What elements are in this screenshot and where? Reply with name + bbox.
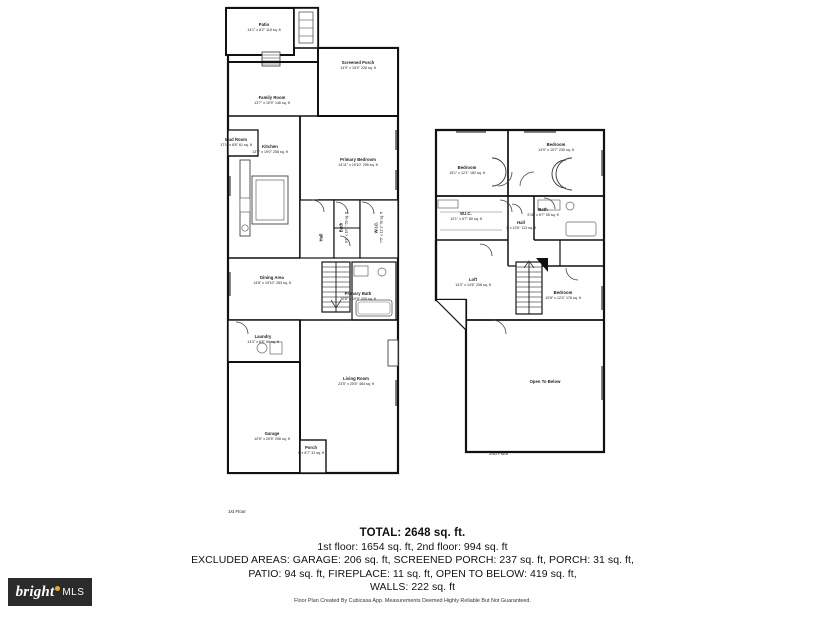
- room-dimensions: 14'8" x 19'10" 283 sq. ft: [253, 280, 291, 285]
- room-dimensions: 14'1" x 8'2" 115 sq. ft: [247, 27, 281, 32]
- room-name: Bedroom: [546, 142, 566, 147]
- room-name: Primary Bath: [344, 291, 372, 296]
- room-name: Hall: [517, 220, 525, 225]
- per-floor-area: 1st floor: 1654 sq. ft, 2nd floor: 994 sq. ft: [317, 541, 508, 553]
- room-name: Kitchen: [262, 144, 278, 149]
- room-dimensions: 15'1" x 12'1" 182 sq. ft: [449, 170, 485, 175]
- room-dimensions: 9' x 6'7" 31 sq. ft: [297, 450, 325, 455]
- total-area: TOTAL: 2648 sq. ft.: [359, 527, 466, 539]
- room-name: Screened Porch: [341, 60, 375, 65]
- walls-area: WALLS: 222 sq. ft: [369, 581, 456, 594]
- room-dimensions: 12'1" x 6'7" 80 sq. ft: [450, 216, 482, 221]
- bright-mls-logo: [8, 578, 92, 606]
- room-dimensions: 14'3" x 14'6" 206 sq. ft: [455, 282, 491, 287]
- room-dimensions: 23'5" x 25'5" 484 sq. ft: [338, 381, 374, 386]
- room-name: Bath: [538, 207, 548, 212]
- excluded-areas-line-2: PATIO: 94 sq. ft, FIREPLACE: 11 sq. ft, OPEN TO BELOW: 419 sq. ft,: [248, 567, 577, 580]
- room-dimensions: 10'5" x 20'5" 206 sq. ft: [254, 436, 290, 441]
- room-name: W.I.C.: [373, 221, 379, 234]
- room-dimensions: 14'3" x 6'8" 69 sq. ft: [247, 339, 279, 344]
- room-name: Primary Bedroom: [340, 157, 376, 162]
- disclaimer-text: Floor Plan Created By Cubicasa App. Measurements Deemed Highly Reliable But Not Guaranteed.: [294, 598, 531, 604]
- logo-dot-icon: [55, 586, 60, 591]
- room-name: Mud Room: [224, 137, 248, 142]
- room-name: Laundry: [254, 334, 272, 339]
- room-dimensions: 14'9" x 15'4" 226 sq. ft: [340, 65, 376, 70]
- room-name: Family Room: [258, 95, 286, 100]
- room-dimensions: 9'11" x 6'7" 55 sq. ft: [527, 212, 559, 217]
- room-name: Garage: [264, 431, 280, 436]
- room-name: W.I.C.: [460, 211, 472, 216]
- room-dimensions: 14'11" x 19'10" 295 sq. ft: [338, 162, 378, 167]
- area-summary: [0, 527, 825, 595]
- room-dimensions: 13'7" x 10'9" 146 sq. ft: [254, 100, 290, 105]
- room-name: Bath: [338, 222, 344, 233]
- second-floor-plan: [436, 130, 604, 452]
- room-dimensions: 14'9" x 15'7" 230 sq. ft: [538, 147, 574, 152]
- room-name: Loft: [468, 277, 478, 282]
- room-name: Bedroom: [457, 165, 477, 170]
- excluded-areas-line-1: EXCLUDED AREAS: GARAGE: 206 sq. ft, SCREENED PORCH: 237 sq. ft, PORCH: 31 sq. ft,: [191, 554, 634, 567]
- floor-tag: 1st Floor: [228, 509, 246, 514]
- room-name: Dining Area: [260, 275, 284, 280]
- room-dimensions: 17'1" x 8'8" 61 sq. ft: [220, 142, 252, 147]
- room-name: Living Room: [343, 376, 369, 381]
- room-dimensions: 10'8" x 12'4" 176 sq. ft: [545, 295, 581, 300]
- room-dimensions: 13'7" x 19'0" 258 sq. ft: [252, 149, 288, 154]
- room-dimensions: 10'8" x 19'9" 205 sq. ft: [340, 296, 376, 301]
- room-name: Patio: [258, 22, 270, 27]
- room-dimensions: 9'1" x 10'1" 59 sq. ft: [344, 211, 349, 244]
- first-floor-plan: [226, 8, 398, 473]
- room-name: Open To Below: [529, 379, 561, 384]
- logo-brand-text: bright: [15, 583, 55, 600]
- room-dimensions: 1' x 12'6" 113 sq. ft: [506, 225, 536, 230]
- room-name: Hall: [318, 233, 324, 242]
- room-name: Bedroom: [553, 290, 573, 295]
- room-name: Porch: [304, 445, 318, 450]
- room-dimensions: 7'6" x 11'1" 78 sq. ft: [379, 211, 384, 244]
- logo-suffix-text: MLS: [62, 586, 85, 598]
- floor-tag: 2nd Floor: [489, 451, 509, 456]
